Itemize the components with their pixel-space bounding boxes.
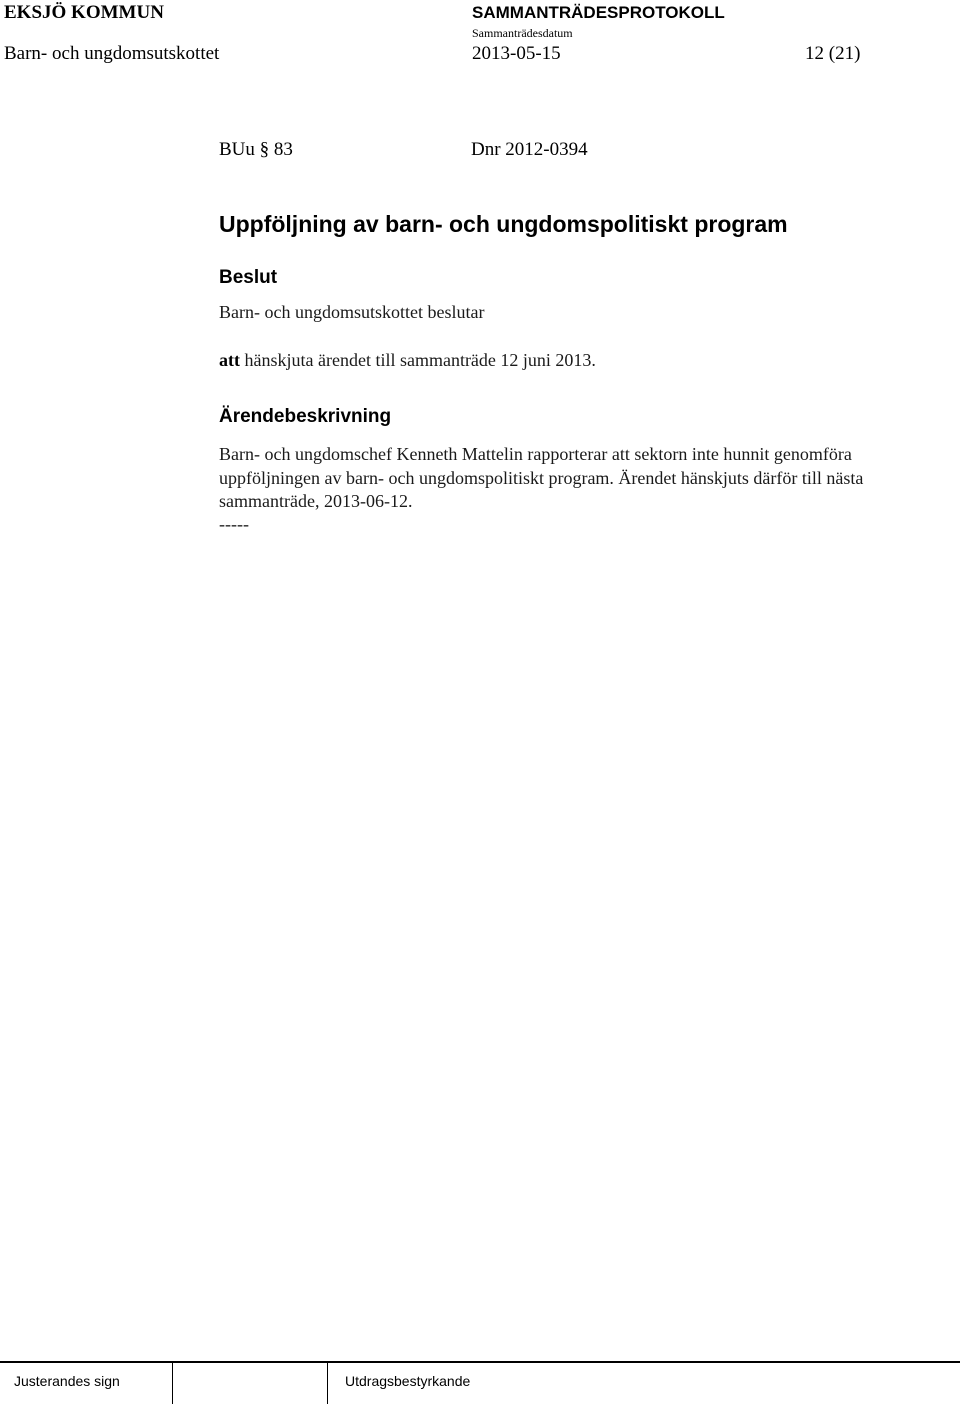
- decision-text: hänskjuta ärendet till sammanträde 12 juni 2013.: [244, 350, 596, 370]
- page-number: 12 (21): [805, 43, 861, 64]
- decision-heading: Beslut: [219, 267, 278, 288]
- footer-rule: [0, 1361, 960, 1363]
- paragraph-reference: BUu § 83: [219, 139, 293, 160]
- decision-intro: Barn- och ungdomsutskottet beslutar: [219, 302, 485, 322]
- description-heading: Ärendebeskrivning: [219, 406, 392, 427]
- decision-line: [219, 350, 596, 371]
- footer-divider: [172, 1362, 173, 1404]
- signature-field-label: Justerandes sign: [14, 1373, 120, 1389]
- committee-name: Barn- och ungdomsutskottet: [4, 43, 220, 64]
- footer-divider: [327, 1362, 328, 1404]
- end-marker: -----: [219, 514, 249, 534]
- item-title: Uppföljning av barn- och ungdomspolitiskt program: [219, 211, 788, 237]
- diary-number: Dnr 2012-0394: [471, 139, 588, 160]
- extract-certification-label: Utdragsbestyrkande: [345, 1373, 471, 1389]
- att-keyword: att: [219, 350, 240, 370]
- meeting-date-label: Sammanträdesdatum: [472, 26, 573, 40]
- description-text: Barn- och ungdomschef Kenneth Mattelin rapporterar att sektorn inte hunnit genomföra uppföljningen av barn- och ungdomspolitiskt program. Ärendet hänskjuts därför till nästa sammanträde, 2013-06-12.: [219, 444, 864, 511]
- meeting-date: 2013-05-15: [472, 43, 561, 64]
- document-type: SAMMANTRÄDESPROTOKOLL: [472, 3, 725, 22]
- organization-name: EKSJÖ KOMMUN: [4, 2, 164, 23]
